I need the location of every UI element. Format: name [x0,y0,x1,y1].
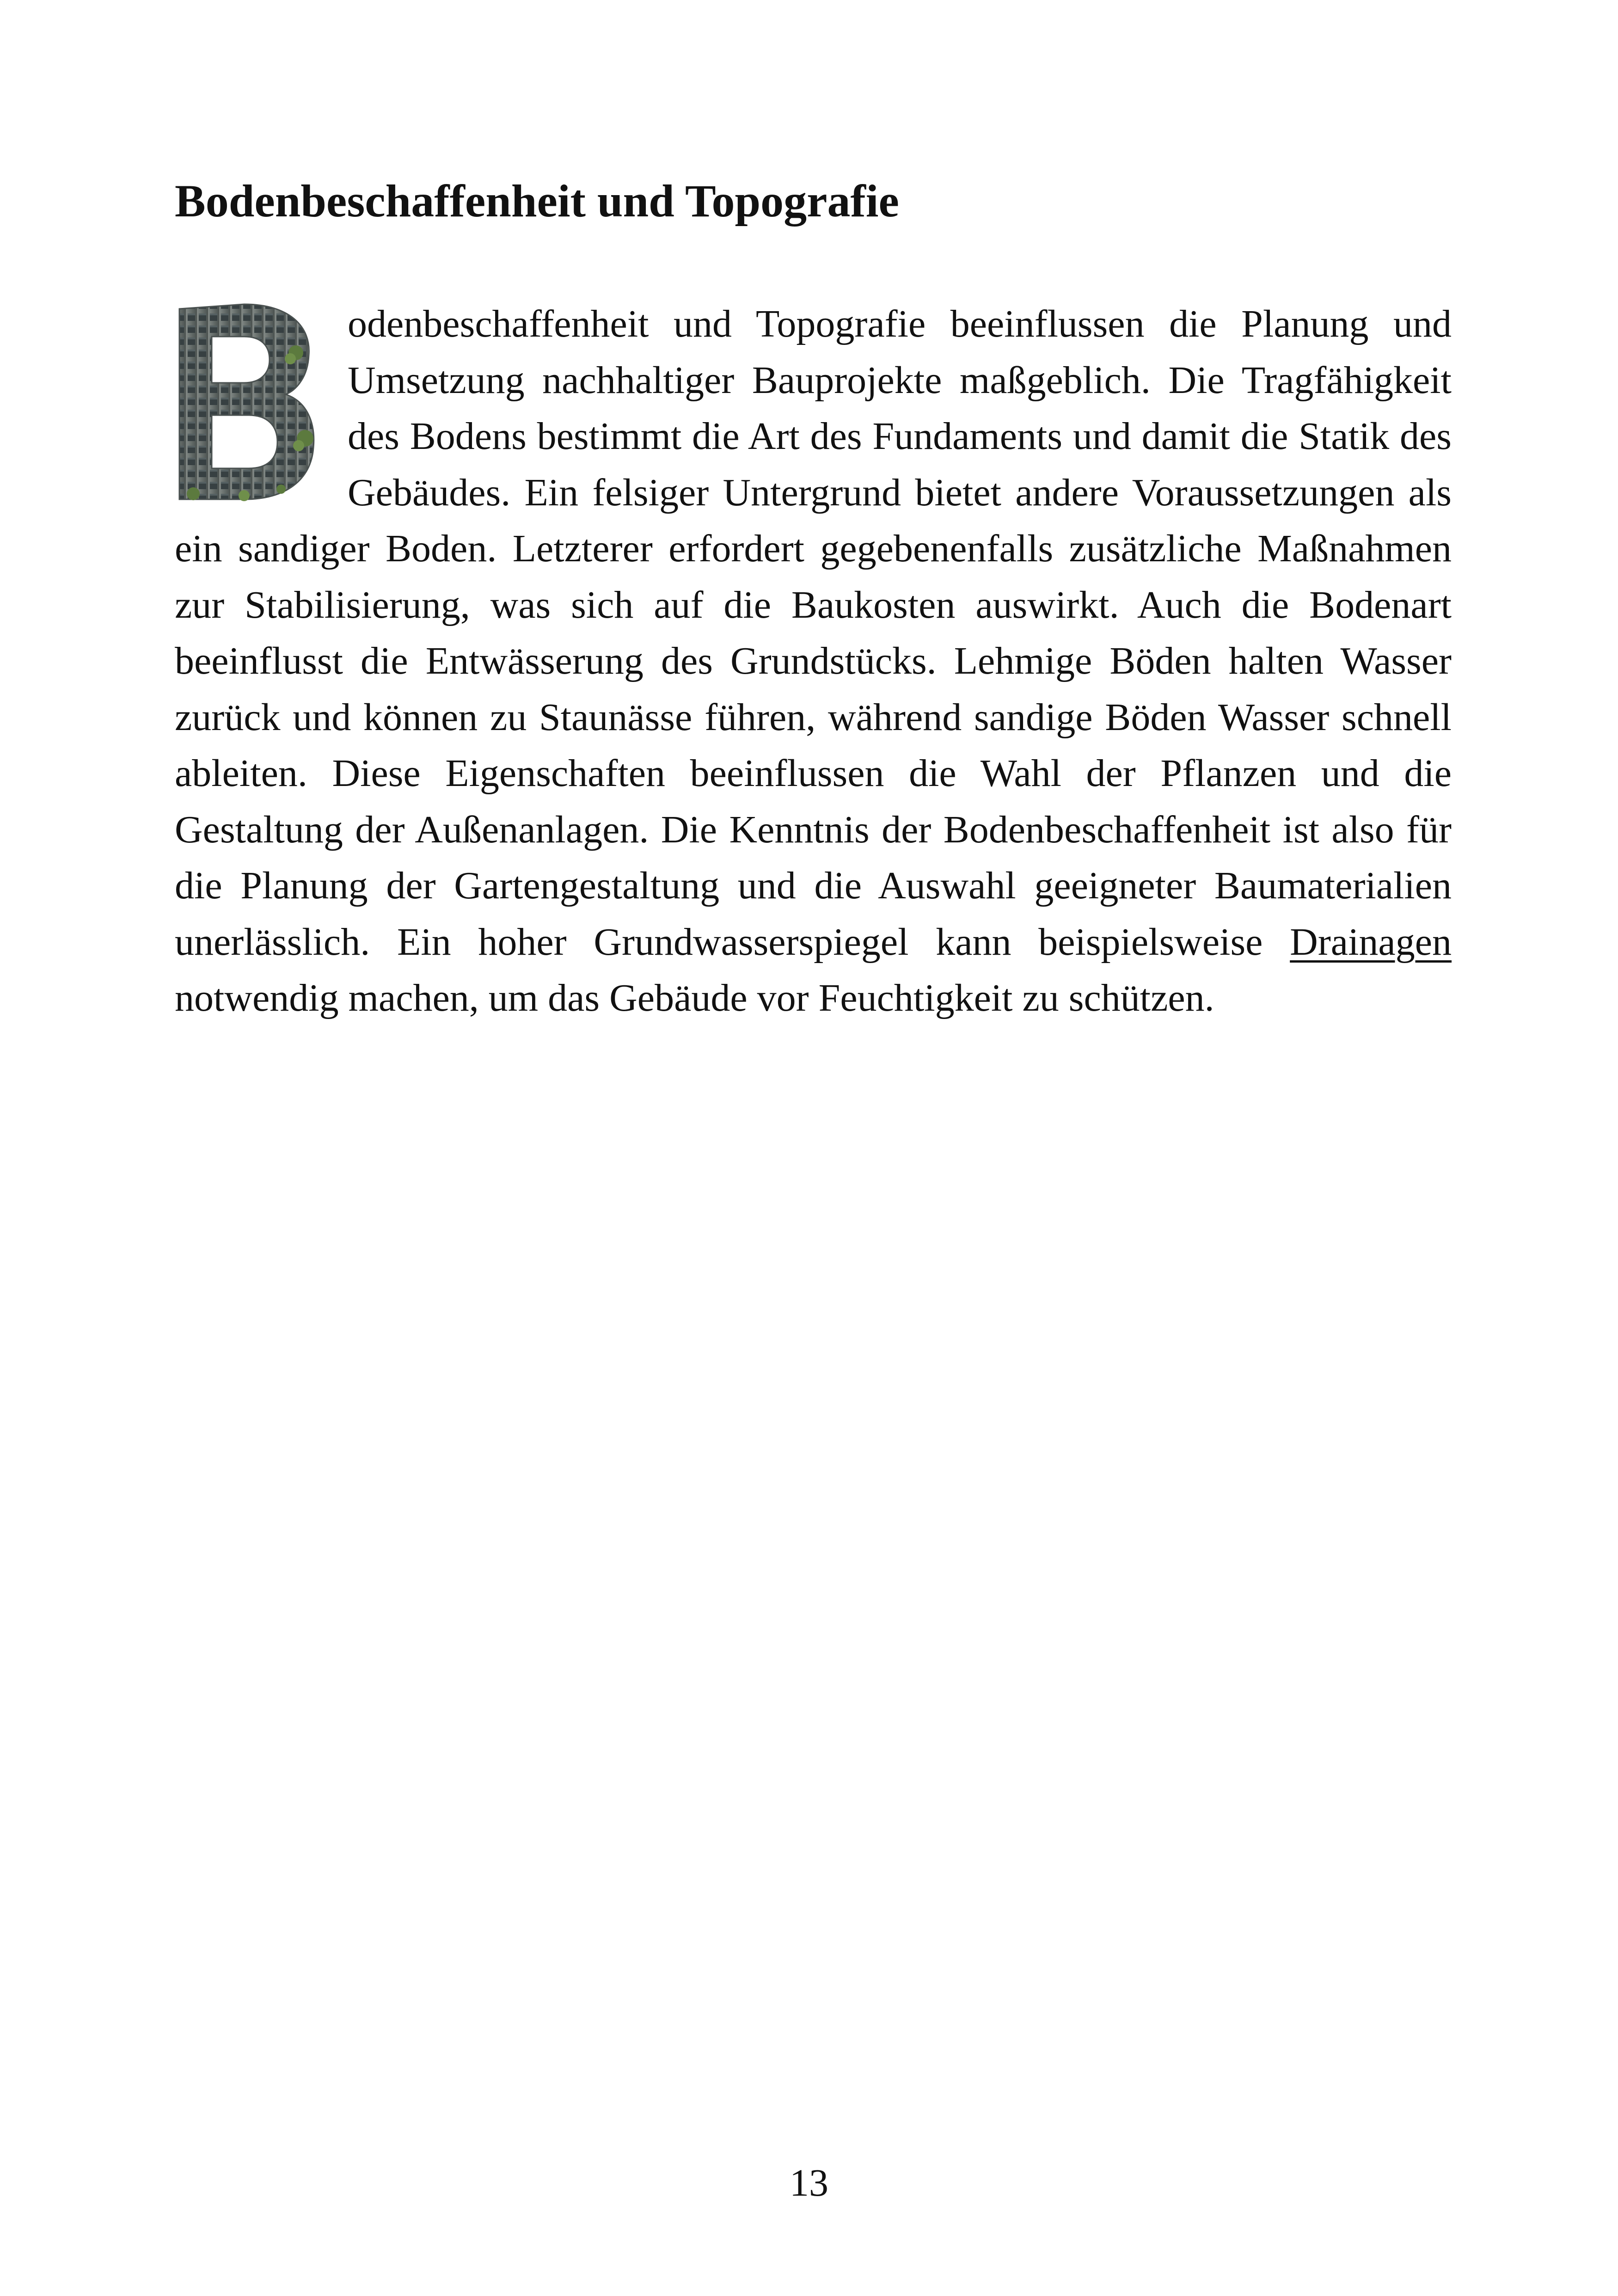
section-heading: Bodenbeschaffenheit und Topografie [175,175,899,227]
drainagen-link[interactable]: Drainagen [1290,920,1452,964]
body-text-end: notwendig machen, um das Gebäude vor Feuchtigkeit zu schützen. [175,976,1214,1019]
body-text-start: odenbeschaffenheit und Topografie beeinflussen die Planung und Umsetzung nachhaltiger Bauprojekte maßgeblich. Die Tragfähigkeit des Bodens bestimmt die Art des Fundaments und damit die Statik des Gebäudes. Ein felsiger Untergrund bietet andere Voraussetzungen als ein sandiger Boden. Letzterer erfordert gegebenenfalls zusätzliche Maßnahmen zur Stabilisierung, was sich auf die Baukosten auswirkt. Auch die Bodenart beeinflusst die Entwässerung des Grundstücks. Lehmige Böden halten Wasser zurück und können zu Staunässe führen, während sandige Böden Wasser schnell ableiten. Diese Eigenschaften beeinflussen die Wahl der Pflanzen und die Gestaltung der Außenanlagen. Die Kenntnis der Bodenbeschaffenheit ist also für die Planung der Gartengestaltung und die Auswahl geeigneter Baumaterialien unerlässlich. Ein hoher Grundwasserspiegel kann beispielsweise [175,302,1452,964]
body-paragraph [175,296,1452,1026]
building-letter-b-icon [175,300,318,503]
page-number: 13 [790,2161,828,2204]
